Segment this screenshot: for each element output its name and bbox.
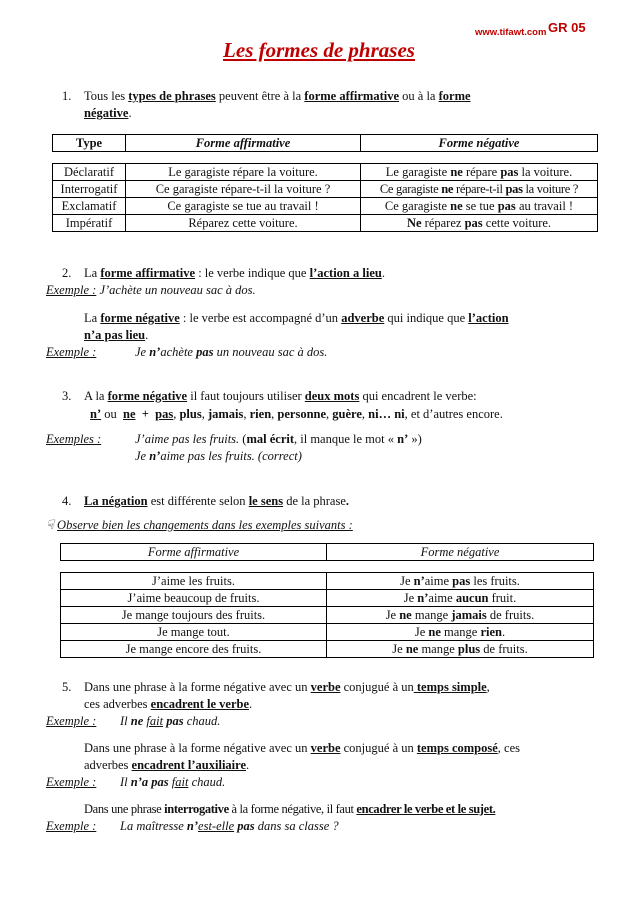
negation-table xyxy=(60,572,594,658)
section-2-para2-line2: n’a pas lieu. xyxy=(84,328,149,342)
section-5-para2-line2: adverbes encadrent l’auxiliaire. xyxy=(84,758,250,772)
section-2-line1: 2. La forme affirmative : le verbe indique que l’action a lieu. xyxy=(62,266,385,280)
section-5-example1-label: Exemple : xyxy=(46,714,97,728)
table-row: Exclamatif Ce garagiste se tue au travail ! Ce garagiste ne se tue pas au travail ! xyxy=(53,198,598,215)
pointing-hand-icon: ☟ xyxy=(46,517,54,532)
table-row: Je mange encore des fruits. Je ne mange plus de fruits. xyxy=(61,641,594,658)
doc-code: GR 05 xyxy=(548,20,586,35)
section-2-example2: Exemple : xyxy=(46,345,97,359)
section-5-para3: Dans une phrase interrogative à la forme négative, il faut encadrer le verbe et le sujet. xyxy=(84,802,496,816)
section-5-example3-label: Exemple : xyxy=(46,819,97,833)
section-4-line1: 4. La négation est différente selon le sens de la phrase. xyxy=(62,494,350,508)
section-1-line1: 1. Tous les types de phrases peuvent être à la forme affirmative ou à la forme xyxy=(62,89,471,103)
section-3-example1: J’aime pas les fruits. (mal écrit, il manque le mot « n’ ») xyxy=(135,432,422,446)
section-5-line2: ces adverbes encadrent le verbe. xyxy=(84,697,253,711)
section-5-example2: Il n’a pas fait chaud. xyxy=(120,775,226,789)
types-table-header: Type Forme affirmative Forme négative xyxy=(52,134,598,152)
section-5-para2-line1: Dans une phrase à la forme négative avec un verbe conjugué à un temps composé, ces xyxy=(84,741,520,755)
section-3-example2: Je n’aime pas les fruits. (correct) xyxy=(135,449,302,463)
section-2-example1: Exemple : J’achète un nouveau sac à dos. xyxy=(46,283,256,297)
section-2-example2-text: Je n’achète pas un nouveau sac à dos. xyxy=(135,345,328,359)
section-5-example3: La maîtresse n’est-elle pas dans sa classe ? xyxy=(120,819,339,833)
section-5-example1: Il ne fait pas chaud. xyxy=(120,714,221,728)
page-title: Les formes de phrases xyxy=(223,38,415,62)
table-row: Déclaratif Le garagiste répare la voiture. Le garagiste ne répare pas la voiture. xyxy=(53,164,598,181)
section-4-observe: ☟ Observe bien les changements dans les exemples suivants : xyxy=(46,517,353,532)
section-5-example2-label: Exemple : xyxy=(46,775,97,789)
section-1-line2: négative. xyxy=(84,106,132,120)
section-3-words: n’ ou ne + pas, plus, jamais, rien, personne, guère, ni… ni, et d’autres encore. xyxy=(90,407,503,421)
site-url: www.tifawt.com xyxy=(475,27,547,38)
table-row: Je mange toujours des fruits. Je ne mange jamais de fruits. xyxy=(61,607,594,624)
section-2-para2-line1: La forme négative : le verbe est accompagné d’un adverbe qui indique que l’action xyxy=(84,311,509,325)
section-5-line1: 5. Dans une phrase à la forme négative avec un verbe conjugué à un temps simple, xyxy=(62,680,490,694)
section-3-line1: 3. A la forme négative il faut toujours utiliser deux mots qui encadrent le verbe: xyxy=(62,389,477,403)
table-row: Interrogatif Ce garagiste répare-t-il la voiture ? Ce garagiste ne répare-t-il pas la voiture ? xyxy=(53,181,598,198)
table-row: J’aime beaucoup de fruits. Je n’aime aucun fruit. xyxy=(61,590,594,607)
table-row: Je mange tout. Je ne mange rien. xyxy=(61,624,594,641)
types-table xyxy=(52,163,598,232)
table-row: Impératif Réparez cette voiture. Ne réparez pas cette voiture. xyxy=(53,215,598,232)
negation-table-header: Forme affirmative Forme négative xyxy=(60,543,594,561)
section-3-example-label: Exemples : xyxy=(46,432,102,446)
table-row: J’aime les fruits. Je n’aime pas les fruits. xyxy=(61,573,594,590)
